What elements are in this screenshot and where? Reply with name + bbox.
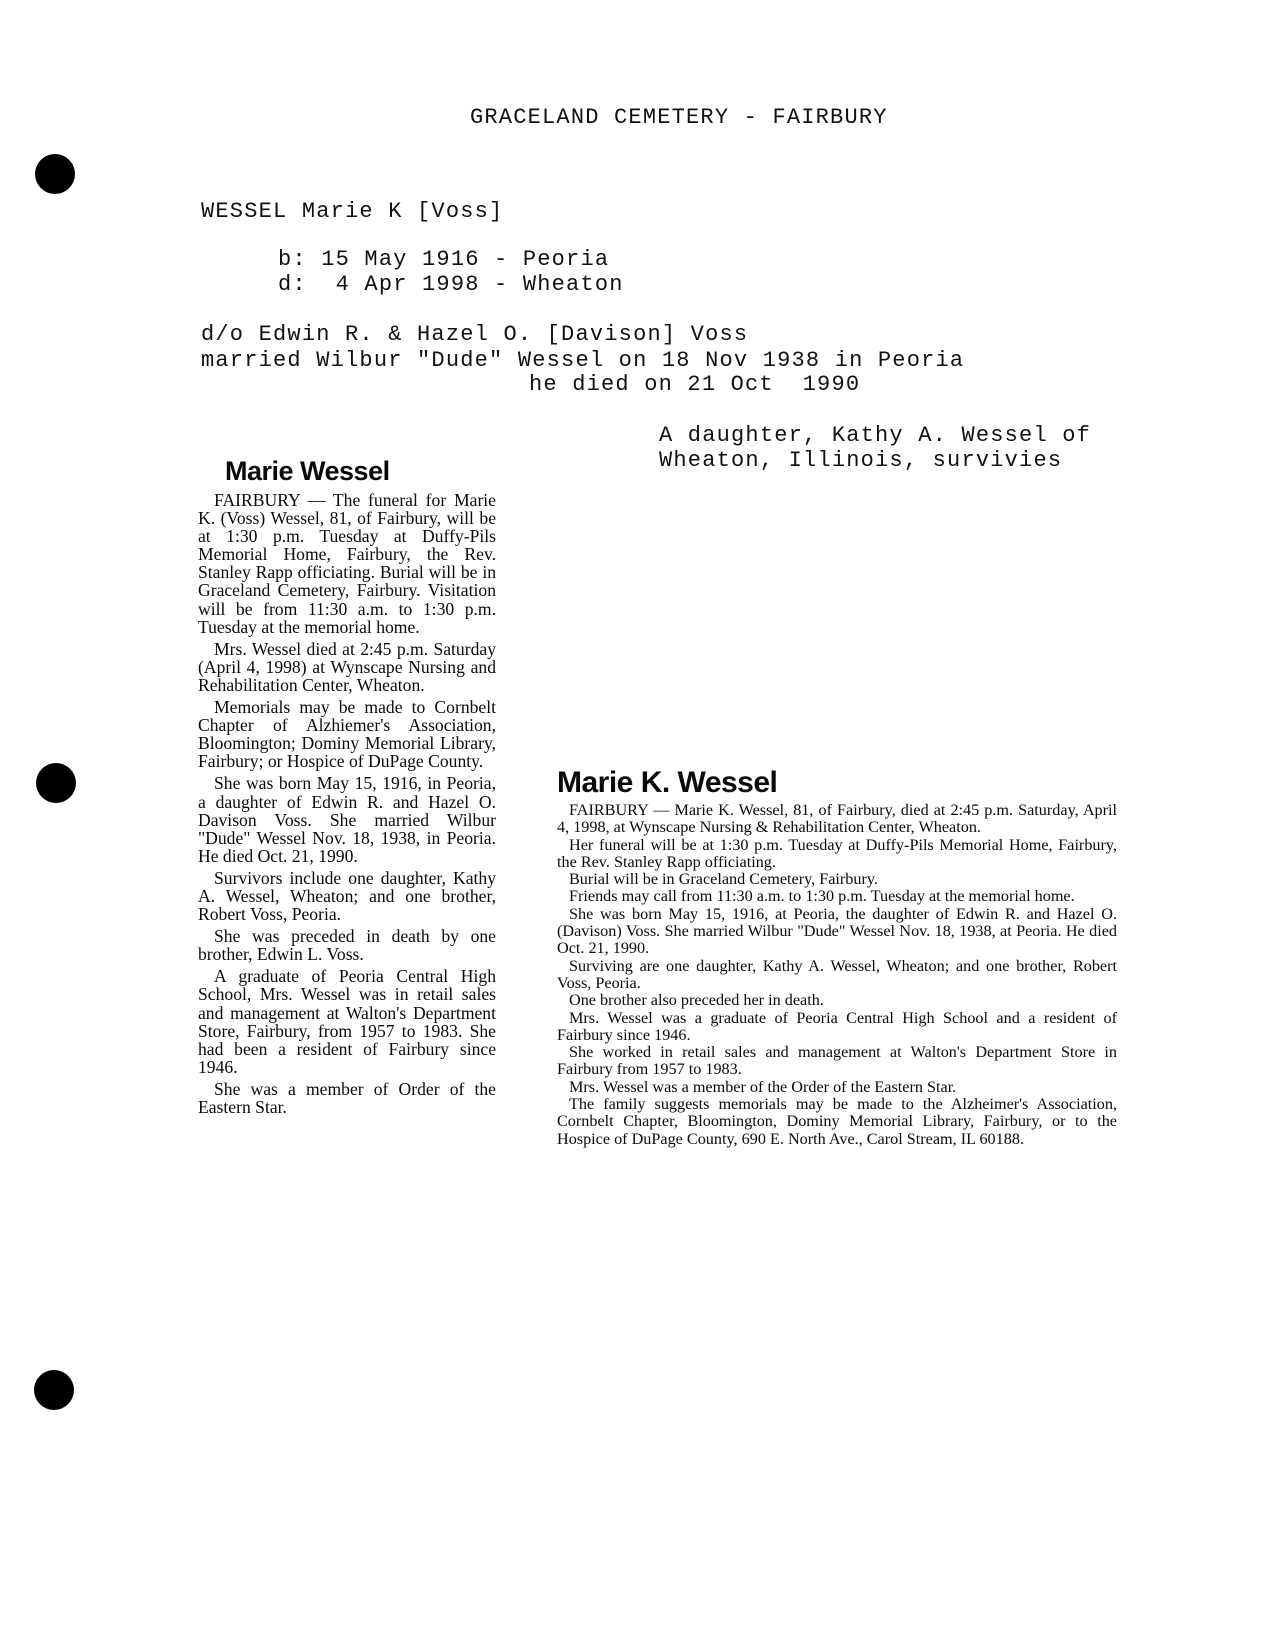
- record-marriage: married Wilbur "Dude" Wessel on 18 Nov 1938 in Peoria: [201, 348, 965, 373]
- record-name: WESSEL Marie K [Voss]: [201, 199, 504, 224]
- clipping-2-paragraph: She worked in retail sales and management at Walton's Department Store in Fairbury from 1957 to 1983.: [557, 1043, 1117, 1079]
- record-death: d: 4 Apr 1998 - Wheaton: [278, 272, 624, 297]
- clipping-2-paragraph: Mrs. Wessel was a member of the Order of the Eastern Star.: [569, 1077, 957, 1096]
- clipping-2-paragraph: Surviving are one daughter, Kathy A. Wessel, Wheaton; and one brother, Robert Voss, Peoria.: [557, 956, 1117, 992]
- record-survivor-line-1: A daughter, Kathy A. Wessel of: [659, 423, 1092, 448]
- newspaper-clipping-2: [557, 766, 1117, 1148]
- clipping-1-paragraph: She was preceded in death by one brother, Edwin L. Voss.: [198, 926, 496, 965]
- clipping-1-paragraph: Mrs. Wessel died at 2:45 p.m. Saturday (April 4, 1998) at Wynscape Nursing and Rehabilitation Center, Wheaton.: [198, 638, 496, 695]
- record-parents: d/o Edwin R. & Hazel O. [Davison] Voss: [201, 322, 749, 347]
- binder-hole-middle: [36, 763, 76, 803]
- newspaper-clipping-1: [198, 456, 496, 1120]
- page-title: GRACELAND CEMETERY - FAIRBURY: [470, 105, 888, 130]
- record-survivor-line-2: Wheaton, Illinois, survivies: [659, 448, 1063, 473]
- clipping-1-paragraph: FAIRBURY — The funeral for Marie K. (Voss) Wessel, 81, of Fairbury, will be at 1:30 p.m. Tuesday at Duffy-Pils Memorial Home, Fairbury, the Rev. Stanley Rapp officiating. Burial will be in Graceland Cemetery, Fairbury. Visitation will be from 11:30 a.m. to 1:30 p.m. Tuesday at the memorial home.: [198, 490, 496, 637]
- record-spouse-death: he died on 21 Oct 1990: [529, 372, 861, 397]
- clipping-2-paragraph: FAIRBURY — Marie K. Wessel, 81, of Fairbury, died at 2:45 p.m. Saturday, April 4, 1998, at Wynscape Nursing & Rehabilitation Center, Wheaton.: [557, 801, 1117, 837]
- clipping-1-paragraph: Survivors include one daughter, Kathy A. Wessel, Wheaton; and one brother, Robert Voss, Peoria.: [198, 867, 496, 925]
- clipping-1-paragraph: Memorials may be made to Cornbelt Chapter of Alzhiemer's Association, Bloomington; Dominy Memorial Library, Fairbury; or Hospice of DuPage County.: [198, 697, 496, 772]
- binder-hole-bottom: [34, 1370, 74, 1410]
- clipping-2-paragraph: Mrs. Wessel was a graduate of Peoria Central High School and a resident of Fairbury since 1946.: [557, 1008, 1117, 1044]
- clipping-2-paragraph: One brother also preceded her in death.: [569, 991, 824, 1010]
- binder-hole-top: [35, 154, 75, 194]
- record-birth: b: 15 May 1916 - Peoria: [278, 247, 610, 272]
- clipping-2-paragraph: Her funeral will be at 1:30 p.m. Tuesday at Duffy-Pils Memorial Home, Fairbury, the Rev. Stanley Rapp officiating.: [557, 835, 1117, 871]
- clipping-2-paragraph: She was born May 15, 1916, at Peoria, the daughter of Edwin R. and Hazel O. (Davison) Voss. She married Wilbur "Dude" Wessel Nov. 18, 1938, at Peoria. He died Oct. 21, 1990.: [557, 904, 1117, 958]
- clipping-2-paragraph: The family suggests memorials may be made to the Alzheimer's Association, Cornbelt Chapter, Bloomington, Dominy Memorial Library, Fairbury, or to the Hospice of DuPage County, 690 E. North Ave., Carol Stream, IL 60188.: [557, 1095, 1117, 1148]
- clipping-1-paragraph: She was born May 15, 1916, in Peoria, a daughter of Edwin R. and Hazel O. Davison Voss. She married Wilbur "Dude" Wessel Nov. 18, 1938, in Peoria. He died Oct. 21, 1990.: [198, 773, 496, 866]
- clipping-1-paragraph: A graduate of Peoria Central High School, Mrs. Wessel was in retail sales and management at Walton's Department Store, Fairbury, from 1957 to 1983. She had been a resident of Fairbury since 1946.: [198, 966, 496, 1077]
- clipping-1-headline: Marie Wessel: [225, 456, 390, 486]
- clipping-2-headline: Marie K. Wessel: [557, 766, 778, 799]
- clipping-1-paragraph: She was a member of Order of the Eastern Star.: [198, 1078, 496, 1117]
- clipping-2-paragraph: Burial will be in Graceland Cemetery, Fairbury.: [569, 870, 878, 889]
- clipping-2-paragraph: Friends may call from 11:30 a.m. to 1:30 p.m. Tuesday at the memorial home.: [569, 887, 1075, 906]
